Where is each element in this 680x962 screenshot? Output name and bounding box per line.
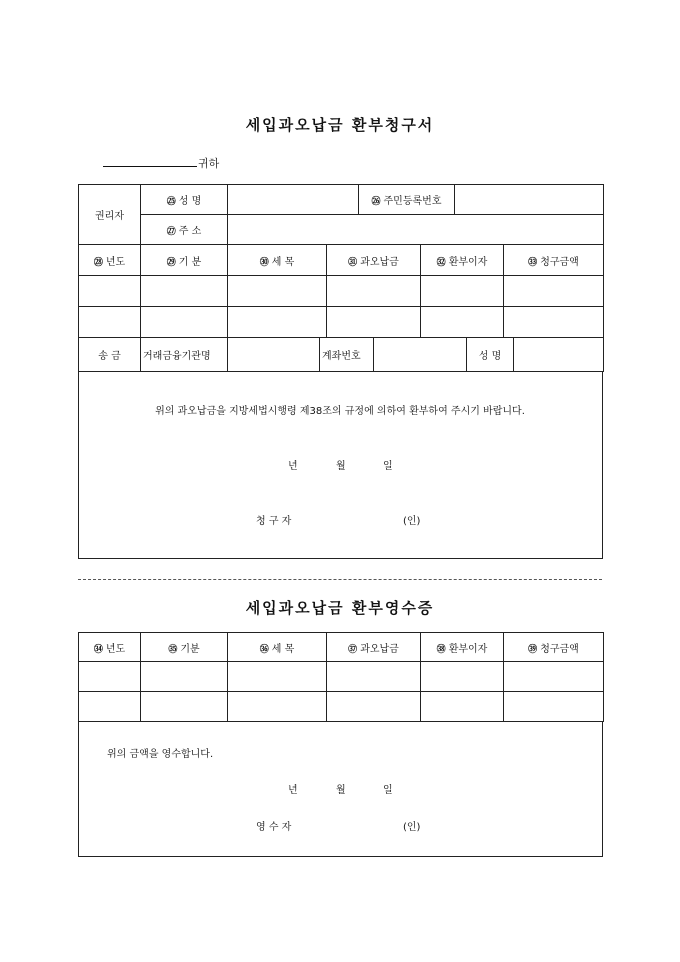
receipt-col-interest-label: 환부이자 bbox=[448, 643, 488, 655]
col-claim-amount-num: ㉝ bbox=[528, 257, 538, 268]
receipt-col-tax-item-num: ㊱ bbox=[259, 644, 269, 655]
col-interest-num: ㉜ bbox=[436, 257, 446, 268]
cell-input[interactable] bbox=[504, 692, 604, 722]
receipt-col-interest-num: ㊳ bbox=[436, 644, 446, 655]
name-label: 성 명 bbox=[178, 196, 202, 207]
receipt-col-year-header bbox=[79, 633, 141, 662]
cell-input[interactable] bbox=[421, 307, 504, 338]
cell-input[interactable] bbox=[79, 662, 141, 692]
receipt-col-overpaid-label: 과오납금 bbox=[360, 643, 399, 655]
col-period-header bbox=[141, 245, 228, 276]
receipt-col-claim-amount-header bbox=[504, 633, 604, 662]
cell-input[interactable] bbox=[228, 662, 327, 692]
rrn-label: 주민등록번호 bbox=[383, 196, 442, 207]
receipt-col-year-label: 년도 bbox=[105, 643, 126, 655]
receipt-col-period-header bbox=[141, 633, 228, 662]
receipt-col-claim-amount-label: 청구금액 bbox=[540, 643, 579, 655]
receiver-sign-label: 영 수 자 bbox=[256, 822, 292, 833]
col-period-num: ㉙ bbox=[166, 257, 176, 268]
remit-name-field[interactable] bbox=[514, 338, 604, 372]
cell-input[interactable] bbox=[421, 692, 504, 722]
request-date-month: 월 bbox=[336, 461, 346, 472]
cut-line bbox=[78, 579, 602, 580]
remit-name-label: 성 명 bbox=[467, 338, 514, 372]
receipt-col-overpaid-num: ㊲ bbox=[348, 644, 358, 655]
rrn-num: ㉖ bbox=[371, 197, 381, 207]
receipt-form-title: 세입과오납금 환부영수증 bbox=[245, 599, 435, 617]
table-row bbox=[79, 276, 604, 307]
receiver-seal[interactable]: (인) bbox=[403, 822, 421, 833]
request-date-year: 년 bbox=[288, 461, 298, 472]
cell-input[interactable] bbox=[504, 276, 604, 307]
col-overpaid-num: ㉛ bbox=[348, 257, 358, 268]
cell-input[interactable] bbox=[79, 692, 141, 722]
col-claim-amount-header bbox=[504, 245, 604, 276]
name-field[interactable] bbox=[228, 185, 359, 215]
col-interest-header bbox=[421, 245, 504, 276]
addressee-blank[interactable] bbox=[103, 166, 197, 167]
request-date-day: 일 bbox=[383, 461, 393, 472]
cell-input[interactable] bbox=[327, 692, 421, 722]
name-label-cell bbox=[141, 185, 228, 215]
col-claim-amount-label: 청구금액 bbox=[540, 256, 579, 268]
cell-input[interactable] bbox=[79, 307, 141, 338]
receipt-statement: 위의 금액을 영수합니다. bbox=[107, 749, 214, 760]
cell-input[interactable] bbox=[421, 662, 504, 692]
cell-input[interactable] bbox=[228, 276, 327, 307]
account-label: 계좌번호 bbox=[320, 338, 374, 372]
cell-input[interactable] bbox=[141, 692, 228, 722]
receipt-col-tax-item-header bbox=[228, 633, 327, 662]
cell-input[interactable] bbox=[141, 276, 228, 307]
cell-input[interactable] bbox=[327, 662, 421, 692]
receipt-col-claim-amount-num: ㊴ bbox=[528, 644, 538, 655]
cell-input[interactable] bbox=[141, 307, 228, 338]
col-overpaid-header bbox=[327, 245, 421, 276]
receipt-date-day: 일 bbox=[383, 785, 393, 796]
address-field[interactable] bbox=[228, 215, 604, 245]
receipt-col-tax-item-label: 세 목 bbox=[271, 643, 295, 655]
address-label-cell bbox=[141, 215, 228, 245]
rrn-field[interactable] bbox=[455, 185, 604, 215]
cell-input[interactable] bbox=[504, 662, 604, 692]
account-field[interactable] bbox=[374, 338, 467, 372]
remit-label: 송 금 bbox=[79, 338, 141, 372]
receipt-col-period-label: 기분 bbox=[180, 643, 200, 655]
claimant-seal[interactable]: (인) bbox=[403, 516, 421, 527]
cell-input[interactable] bbox=[327, 276, 421, 307]
address-num: ㉗ bbox=[166, 227, 176, 237]
cell-input[interactable] bbox=[504, 307, 604, 338]
col-year-label: 년도 bbox=[105, 256, 126, 268]
col-interest-label: 환부이자 bbox=[448, 256, 488, 268]
request-statement: 위의 과오납금을 지방세법시행령 제38조의 규정에 의하여 환부하여 주시기 바랍니다. bbox=[155, 406, 525, 417]
address-label: 주 소 bbox=[178, 226, 202, 237]
col-overpaid-label: 과오납금 bbox=[360, 256, 399, 268]
receipt-col-period-num: ㉟ bbox=[168, 644, 178, 655]
receipt-col-overpaid-header bbox=[327, 633, 421, 662]
table-row bbox=[79, 307, 604, 338]
receipt-items-table bbox=[78, 632, 604, 722]
col-period-label: 기 분 bbox=[178, 256, 202, 268]
col-year-num: ㉘ bbox=[93, 257, 103, 268]
cell-input[interactable] bbox=[327, 307, 421, 338]
cell-input[interactable] bbox=[228, 307, 327, 338]
col-year-header bbox=[79, 245, 141, 276]
request-items-table bbox=[78, 244, 604, 338]
bank-field[interactable] bbox=[228, 338, 320, 372]
table-row bbox=[79, 692, 604, 722]
receipt-date-month: 월 bbox=[336, 785, 346, 796]
receipt-col-interest-header bbox=[421, 633, 504, 662]
cell-input[interactable] bbox=[79, 276, 141, 307]
col-tax-item-header bbox=[228, 245, 327, 276]
request-form-title: 세입과오납금 환부청구서 bbox=[245, 116, 435, 134]
cell-input[interactable] bbox=[421, 276, 504, 307]
claimant-table bbox=[78, 184, 604, 245]
remittance-table bbox=[78, 337, 604, 372]
col-tax-item-num: ㉚ bbox=[259, 257, 269, 268]
cell-input[interactable] bbox=[141, 662, 228, 692]
claimant-label: 권리자 bbox=[79, 185, 141, 245]
addressee-suffix: 귀하 bbox=[198, 157, 220, 170]
table-row bbox=[79, 662, 604, 692]
cell-input[interactable] bbox=[228, 692, 327, 722]
receipt-col-year-num: ㉞ bbox=[93, 644, 103, 655]
name-num: ㉕ bbox=[166, 197, 176, 207]
rrn-label-cell bbox=[359, 185, 455, 215]
col-tax-item-label: 세 목 bbox=[271, 256, 295, 268]
bank-label: 거래금융기관명 bbox=[141, 338, 228, 372]
claimant-sign-label: 청 구 자 bbox=[256, 516, 292, 527]
receipt-date-year: 년 bbox=[288, 785, 298, 796]
